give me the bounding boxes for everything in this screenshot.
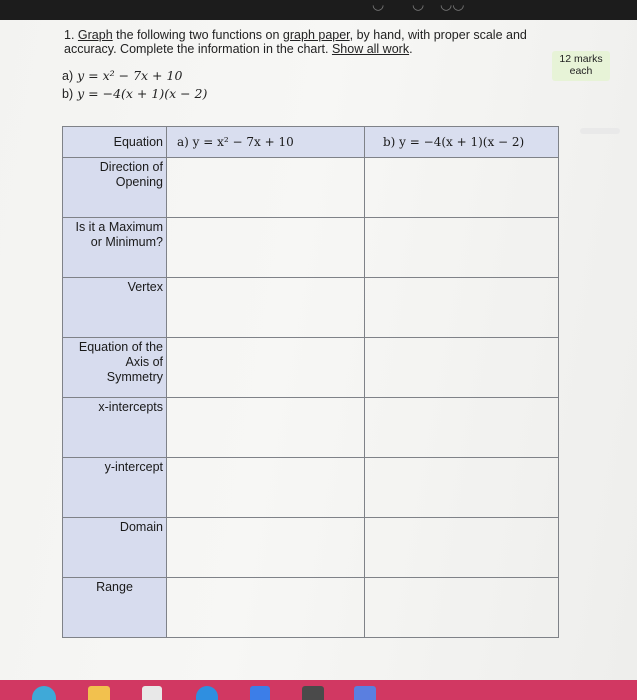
header-function-a: a) y = x² − 7x + 10 bbox=[167, 127, 365, 158]
table-row bbox=[63, 278, 559, 338]
answer-cell-a[interactable] bbox=[167, 338, 365, 398]
blurred-margin-mark bbox=[580, 128, 620, 134]
row-label-line: Opening bbox=[115, 175, 163, 189]
row-label-vertex bbox=[63, 278, 167, 338]
question-text-1: the following two functions on bbox=[112, 28, 283, 42]
function-a bbox=[62, 68, 182, 83]
row-label-line: Domain bbox=[119, 520, 163, 534]
function-a-expression: y = x² − 7x + 10 bbox=[77, 68, 183, 83]
row-label-line: Equation of the bbox=[78, 340, 163, 354]
answer-cell-b[interactable] bbox=[365, 158, 559, 218]
answer-cell-b[interactable] bbox=[365, 458, 559, 518]
row-label-line: Axis of bbox=[125, 355, 163, 369]
answer-cell-a[interactable] bbox=[167, 158, 365, 218]
row-label-line: y-intercept bbox=[104, 460, 163, 474]
answer-cell-a[interactable] bbox=[167, 278, 365, 338]
word-graph: Graph bbox=[77, 28, 113, 42]
row-label-y-intercept bbox=[63, 458, 167, 518]
question-number: 1. bbox=[64, 28, 75, 42]
answer-cell-b[interactable] bbox=[365, 218, 559, 278]
camera-top-bar bbox=[0, 0, 637, 20]
taskbar bbox=[0, 680, 637, 700]
table-row bbox=[63, 518, 559, 578]
word-graph-paper: graph paper bbox=[282, 28, 350, 42]
partial-glyph-icon: ◡ bbox=[372, 0, 385, 12]
row-label-domain bbox=[63, 518, 167, 578]
browser-icon[interactable] bbox=[32, 686, 56, 700]
function-b bbox=[62, 86, 207, 101]
row-label-line: Symmetry bbox=[106, 370, 163, 384]
header-function-b: b) y = −4(x + 1)(x − 2) bbox=[365, 127, 559, 158]
table-row bbox=[63, 338, 559, 398]
row-label-x-intercepts bbox=[63, 398, 167, 458]
row-label-line: Direction of bbox=[99, 160, 163, 174]
marks-line-2: each bbox=[569, 65, 593, 77]
app-icon[interactable] bbox=[354, 686, 376, 700]
function-b-tag: b) bbox=[62, 87, 74, 101]
info-chart-table bbox=[62, 126, 559, 638]
app-icon[interactable] bbox=[302, 686, 324, 700]
partial-glyph-icon: ◡◡ bbox=[440, 0, 465, 12]
app-icon[interactable] bbox=[142, 686, 162, 700]
marks-badge bbox=[552, 51, 610, 81]
word-show-all-work: Show all work bbox=[331, 42, 410, 56]
row-label-axis-of-symmetry bbox=[63, 338, 167, 398]
folder-icon[interactable] bbox=[88, 686, 110, 700]
answer-cell-a[interactable] bbox=[167, 398, 365, 458]
table-row bbox=[63, 398, 559, 458]
answer-cell-a[interactable] bbox=[167, 218, 365, 278]
question-text-3: . bbox=[409, 42, 413, 56]
row-label-direction-of-opening bbox=[63, 158, 167, 218]
function-b-expression: y = −4(x + 1)(x − 2) bbox=[77, 86, 208, 101]
table-row bbox=[63, 458, 559, 518]
answer-cell-b[interactable] bbox=[365, 398, 559, 458]
row-label-range bbox=[63, 578, 167, 638]
table-header-row bbox=[63, 127, 559, 158]
answer-cell-b[interactable] bbox=[365, 338, 559, 398]
marks-line-1: 12 marks bbox=[559, 53, 603, 65]
question-text-2: , by hand, with proper scale and accuracy. Complete the information in the chart. bbox=[64, 28, 527, 56]
partial-glyph-icon: ◡ bbox=[412, 0, 425, 12]
answer-cell-a[interactable] bbox=[167, 458, 365, 518]
answer-cell-a[interactable] bbox=[167, 518, 365, 578]
worksheet-page bbox=[0, 20, 637, 680]
answer-cell-a[interactable] bbox=[167, 578, 365, 638]
table-row bbox=[63, 218, 559, 278]
row-label-line: Vertex bbox=[127, 280, 163, 294]
question-instructions bbox=[64, 28, 534, 56]
answer-cell-b[interactable] bbox=[365, 578, 559, 638]
app-icon[interactable] bbox=[250, 686, 270, 700]
edge-icon[interactable] bbox=[196, 686, 218, 700]
answer-cell-b[interactable] bbox=[365, 278, 559, 338]
function-a-tag: a) bbox=[62, 69, 74, 83]
row-label-line: x-intercepts bbox=[98, 400, 163, 414]
table-row bbox=[63, 158, 559, 218]
row-label-line: or Minimum? bbox=[90, 235, 163, 249]
row-label-line: Is it a Maximum bbox=[75, 220, 163, 234]
header-equation: Equation bbox=[63, 127, 167, 158]
row-label-max-or-min bbox=[63, 218, 167, 278]
row-label-line: Range bbox=[96, 580, 133, 594]
table-row bbox=[63, 578, 559, 638]
answer-cell-b[interactable] bbox=[365, 518, 559, 578]
